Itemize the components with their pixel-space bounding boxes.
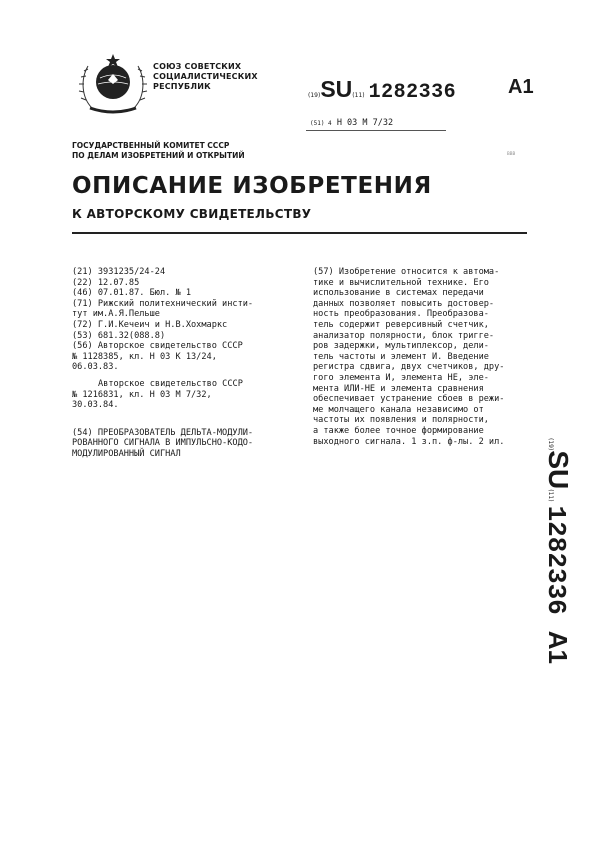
abstract-line: частоты их появления и полярности,: [313, 415, 489, 426]
library-stamp: ВВВ: [507, 151, 516, 156]
ipc-classification: [310, 118, 393, 128]
abstract-line: выходного сигнала. 1 з.п. ф-лы. 2 ил.: [313, 436, 505, 447]
document-number: 1282336: [368, 81, 457, 104]
state-emblem-icon: [78, 50, 148, 116]
abstract-line: тель содержит реверсивный счетчик,: [313, 319, 489, 330]
abstract-line: а также более точное формирование: [313, 425, 484, 436]
bib-line: (46) 07.01.87. Бюл. № 1: [72, 288, 191, 299]
abstract: [313, 267, 541, 447]
invention-title-line: (54) ПРЕОБРАЗОВАТЕЛЬ ДЕЛЬТА-МОДУЛИ-: [72, 427, 254, 438]
bib-line: (56) Авторское свидетельство СССР: [72, 341, 243, 352]
bib-line: (53) 681.32(088.8): [72, 330, 166, 341]
kind-code: A1: [508, 76, 534, 98]
side-inid-code-11: (11): [547, 489, 554, 502]
abstract-line: регистра сдвига, двух счетчиков, дру-: [313, 362, 505, 373]
side-country-code: SU: [543, 450, 574, 490]
abstract-line: ность преобразования. Преобразова-: [313, 309, 489, 320]
committee-name: [72, 141, 245, 161]
bib-line: Авторское свидетельство СССР: [98, 378, 243, 389]
bib-line: (72) Г.И.Кечеич и Н.В.Хохмаркс: [72, 319, 228, 330]
ipc-inid-label: (51) 4: [310, 120, 332, 127]
committee-line: ГОСУДАРСТВЕННЫЙ КОМИТЕТ СССР: [72, 141, 230, 150]
abstract-line: (57) Изобретение относится к автома-: [313, 267, 500, 277]
country-line: СОЮЗ СОВЕТСКИХ: [153, 62, 242, 71]
side-publication-label: [534, 438, 574, 698]
side-document-number: 1282336: [541, 505, 571, 615]
bib-line: (21) 3931235/24-24: [72, 267, 166, 277]
abstract-line: гого элемента И, элемента НЕ, эле-: [313, 372, 489, 383]
country-code: SU: [320, 76, 353, 102]
abstract-line: обеспечивает устранение сбоев в режи-: [313, 394, 505, 405]
bib-line: № 1128385, кл. Н 03 К 13/24,: [72, 351, 217, 362]
abstract-line: мента ИЛИ-НЕ и элемента сравнения: [313, 383, 484, 394]
publication-number: [308, 76, 456, 102]
country-name: [153, 62, 258, 92]
bib-line: 06.03.83.: [72, 362, 119, 373]
bib-line: (71) Рижский политехнический инсти-: [72, 298, 254, 309]
invention-title-line: РОВАННОГО СИГНАЛА В ИМПУЛЬСНО-КОДО-: [72, 438, 254, 449]
abstract-line: тель частоты и элемент И. Введение: [313, 351, 489, 362]
abstract-line: анализатор полярности, блок тригге-: [313, 330, 495, 341]
abstract-line: ров задержки, мультиплексор, дели-: [313, 341, 489, 352]
bib-line: 30.03.84.: [72, 400, 119, 411]
bib-line: (22) 12.07.85: [72, 277, 140, 288]
country-line: СОЦИАЛИСТИЧЕСКИХ: [153, 72, 258, 81]
country-line: РЕСПУБЛИК: [153, 82, 211, 91]
bib-line: № 1216831, кл. Н 03 М 7/32,: [72, 389, 212, 400]
document-title: ОПИСАНИЕ ИЗОБРЕТЕНИЯ: [72, 173, 432, 199]
inid-code-11: (11): [352, 92, 365, 99]
abstract-line: ме молчащего канала независимо от: [313, 404, 484, 415]
ipc-underline: [306, 130, 446, 131]
bib-line: тут им.А.Я.Пельше: [72, 309, 160, 320]
inid-code-19: (19): [308, 92, 321, 99]
committee-line: ПО ДЕЛАМ ИЗОБРЕТЕНИЙ И ОТКРЫТИЙ: [72, 151, 245, 160]
abstract-line: использование в системах передачи: [313, 288, 484, 299]
abstract-line: данных позволяет повысить достовер-: [313, 298, 495, 309]
bibliographic-data: [72, 267, 287, 460]
abstract-line: тике и вычислительной технике. Его: [313, 277, 489, 288]
side-inid-code-19: (19): [547, 438, 554, 451]
document-subtitle: К АВТОРСКОМУ СВИДЕТЕЛЬСТВУ: [72, 207, 312, 221]
side-kind-code: A1: [543, 630, 573, 665]
ipc-code: Н 03 М 7/32: [336, 118, 394, 128]
header-divider: [72, 232, 527, 234]
invention-title-line: МОДУЛИРОВАННЫЙ СИГНАЛ: [72, 448, 181, 459]
